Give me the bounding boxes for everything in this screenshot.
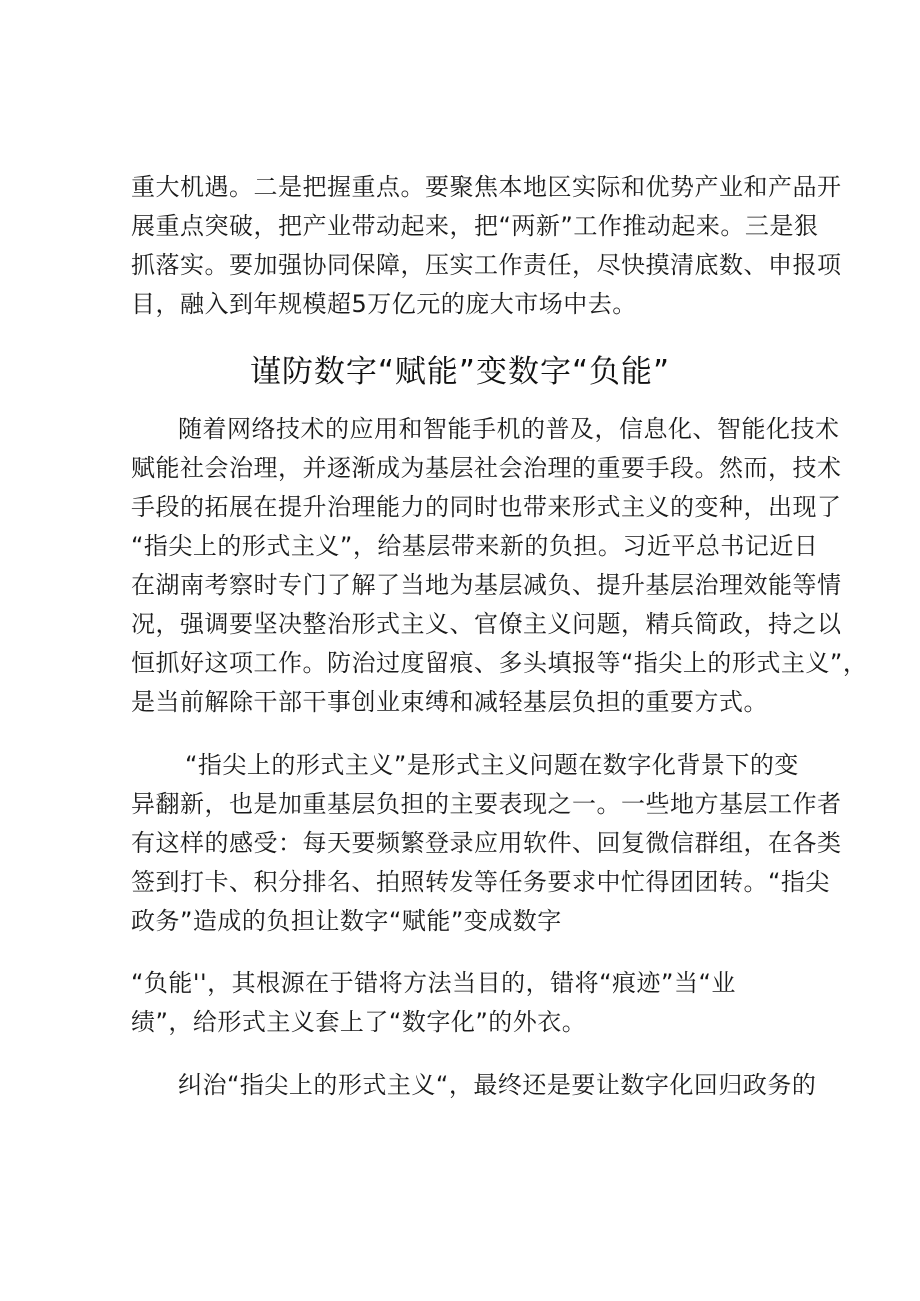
text-line: 有这样的感受：每天要频繁登录应用软件、回复微信群组，在各类 bbox=[131, 829, 842, 857]
text-line: 政务”造成的负担让数字“赋能”变成数字 bbox=[131, 907, 562, 935]
text-line: 展重点突破，把产业带动起来，把“两新”工作推动起来。三是狠 bbox=[131, 212, 819, 240]
text-line: 抓落实。要加强协同保障，压实工作责任，尽快摸清底数、申报项 bbox=[131, 251, 842, 279]
text-line: “负能''，其根源在于错将方法当目的，错将“痕迹”当“业 bbox=[131, 969, 736, 997]
text-line: 在湖南考察时专门了解了当地为基层减负、提升基层治理效能等情 bbox=[131, 571, 842, 599]
text-line: “指尖上的形式主义”是形式主义问题在数字化背景下的变 bbox=[185, 751, 799, 779]
text-line: 随着网络技术的应用和智能手机的普及，信息化、智能化技术 bbox=[178, 415, 840, 443]
text-line: 是当前解除干部干事创业束缚和减轻基层负担的重要方式。 bbox=[131, 688, 768, 716]
text-line: 恒抓好这项工作。防治过度留痕、多头填报等“指尖上的形式主义”， bbox=[131, 649, 868, 677]
text-line: 赋能社会治理，并逐渐成为基层社会治理的重要手段。然而，技术 bbox=[131, 454, 842, 482]
text-line: 纠治“指尖上的形式主义“，最终还是要让数字化回归政务的 bbox=[178, 1071, 817, 1099]
text-line: 绩”，给形式主义套上了“数字化”的外衣。 bbox=[131, 1008, 587, 1036]
text-line: 况，强调要坚决整治形式主义、官僚主义问题，精兵简政，持之以 bbox=[131, 610, 842, 638]
text-line: 签到打卡、积分排名、拍照转发等任务要求中忙得团团转。“指尖 bbox=[131, 868, 830, 896]
text-line: 重大机遇。二是把握重点。要聚焦本地区实际和优势产业和产品开 bbox=[131, 173, 842, 201]
text-line: 目，融入到年规模超5万亿元的庞大市场中去。 bbox=[131, 290, 637, 318]
text-line: “指尖上的形式主义”，给基层带来新的负担。习近平总书记近日 bbox=[131, 532, 819, 560]
text-line: 手段的拓展在提升治理能力的同时也带来形式主义的变种，出现了 bbox=[131, 493, 842, 521]
section-heading: 谨防数字“赋能”变数字“负能” bbox=[249, 354, 671, 390]
text-line: 异翻新，也是加重基层负担的主要表现之一。一些地方基层工作者 bbox=[131, 790, 842, 818]
